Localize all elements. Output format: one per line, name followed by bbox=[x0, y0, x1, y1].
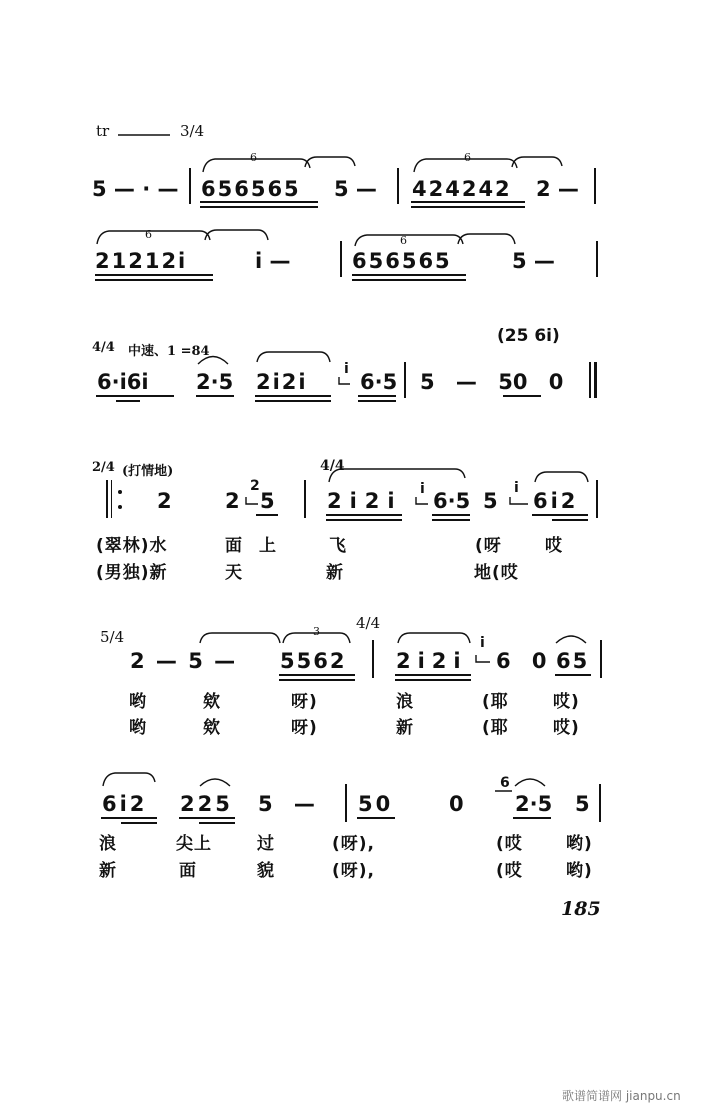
time-signature: 4/4 bbox=[320, 458, 345, 474]
trill-mark: tr bbox=[96, 122, 110, 140]
expression-mark: (打情地) bbox=[122, 464, 174, 479]
note-group: 656565 bbox=[352, 249, 452, 273]
note-group: i — bbox=[255, 249, 291, 273]
note-group: 2i2i bbox=[396, 649, 468, 673]
tuplet-number: 6 bbox=[250, 151, 257, 164]
note-group: 424242 bbox=[412, 177, 512, 201]
lyric: 新 bbox=[326, 563, 344, 583]
lyric: 哟 bbox=[129, 692, 147, 712]
lyric: 浪 bbox=[396, 692, 414, 712]
parenthetical-notes: (25 6i) bbox=[497, 326, 560, 346]
time-signature: 4/4 bbox=[92, 340, 115, 355]
note-group: 2·5 bbox=[196, 370, 234, 394]
note-group: 50 bbox=[358, 792, 394, 816]
tuplet-number: 6 bbox=[400, 234, 407, 247]
lyric: (翠林)水 bbox=[96, 536, 168, 556]
note-group: 5 — bbox=[258, 792, 315, 816]
lyric: 哎 bbox=[545, 536, 563, 556]
lyric: 欸 bbox=[203, 718, 221, 738]
note: 2 bbox=[157, 489, 172, 513]
lyric: 上 bbox=[259, 536, 277, 556]
lyric: 新 bbox=[99, 861, 117, 881]
note-group: 5562 bbox=[280, 649, 347, 673]
note: 5 bbox=[260, 489, 275, 513]
lyric: 呀) bbox=[291, 692, 318, 712]
lyric: (哎 bbox=[496, 861, 523, 881]
note: 5 bbox=[575, 792, 590, 816]
note-group: 6·5 bbox=[433, 489, 471, 513]
note: 2 bbox=[225, 489, 240, 513]
note-group: 2·5 bbox=[515, 792, 553, 816]
lyric: (呀), bbox=[332, 834, 375, 854]
watermark: 歌谱简谱网 jianpu.cn bbox=[562, 1089, 681, 1103]
lyric: 哟) bbox=[566, 834, 593, 854]
lyric: 哎) bbox=[553, 718, 580, 738]
lyric: 哟 bbox=[129, 718, 147, 738]
note-group: 6i2 bbox=[102, 792, 148, 816]
lyric: (男独)新 bbox=[96, 563, 168, 583]
note-group: 5 — bbox=[334, 177, 377, 201]
note-group: 21212i bbox=[95, 249, 188, 273]
lyric: 貌 bbox=[257, 861, 275, 881]
page-number: 185 bbox=[561, 898, 601, 920]
lyric: 欸 bbox=[203, 692, 221, 712]
time-signature: 3/4 bbox=[180, 122, 205, 140]
lyric: 面 bbox=[179, 861, 197, 881]
note: 5 bbox=[483, 489, 498, 513]
note-group: 225 bbox=[180, 792, 233, 816]
note-group: 5 — bbox=[512, 249, 555, 273]
lyric: 呀) bbox=[291, 718, 318, 738]
lyric: 地(哎 bbox=[474, 563, 519, 583]
note-group: 5 — · — bbox=[92, 177, 179, 201]
note-group: 65 bbox=[556, 649, 590, 673]
grace-note: 2 bbox=[250, 478, 260, 494]
time-signature: 5/4 bbox=[100, 628, 125, 646]
lyric: 新 bbox=[396, 718, 414, 738]
note-group: 2i2i bbox=[256, 370, 308, 394]
note-group: 2 — 5 — bbox=[130, 649, 236, 673]
note-group: 6i2 bbox=[533, 489, 579, 513]
grace-note: 6 bbox=[500, 775, 510, 791]
tempo-marking: 中速、1 =84 bbox=[128, 344, 210, 359]
lyric: 哎) bbox=[553, 692, 580, 712]
lyric: 哟) bbox=[566, 861, 593, 881]
lyric: 面 bbox=[225, 536, 243, 556]
tuplet-number: 6 bbox=[145, 228, 152, 241]
note-group: 2 — bbox=[536, 177, 579, 201]
time-signature: 2/4 bbox=[92, 460, 115, 475]
lyric: 飞 bbox=[329, 536, 347, 556]
lyric: (呀), bbox=[332, 861, 375, 881]
time-signature: 4/4 bbox=[356, 614, 381, 632]
grace-note: i bbox=[480, 635, 485, 651]
note-group: 2i2i bbox=[327, 489, 403, 513]
note-group: 6·i6i bbox=[97, 370, 149, 394]
note-group: 5 — 50 0 bbox=[420, 370, 564, 394]
note-group: 656565 bbox=[201, 177, 301, 201]
note: 0 bbox=[449, 792, 464, 816]
tuplet-number: 3 bbox=[313, 625, 320, 638]
grace-note: i bbox=[420, 481, 425, 497]
note-group: 6·5 bbox=[360, 370, 398, 394]
lyric: (呀 bbox=[475, 536, 502, 556]
grace-note: i bbox=[514, 480, 519, 496]
lyric: 尖上 bbox=[176, 834, 212, 854]
lyric: (耶 bbox=[482, 692, 509, 712]
lyric: (耶 bbox=[482, 718, 509, 738]
tuplet-number: 6 bbox=[464, 151, 471, 164]
lyric: 天 bbox=[225, 563, 243, 583]
lyric: 浪 bbox=[99, 834, 117, 854]
lyric: 过 bbox=[257, 834, 275, 854]
note-group: 6 0 bbox=[496, 649, 547, 673]
grace-note: i bbox=[344, 361, 349, 377]
lyric: (哎 bbox=[496, 834, 523, 854]
